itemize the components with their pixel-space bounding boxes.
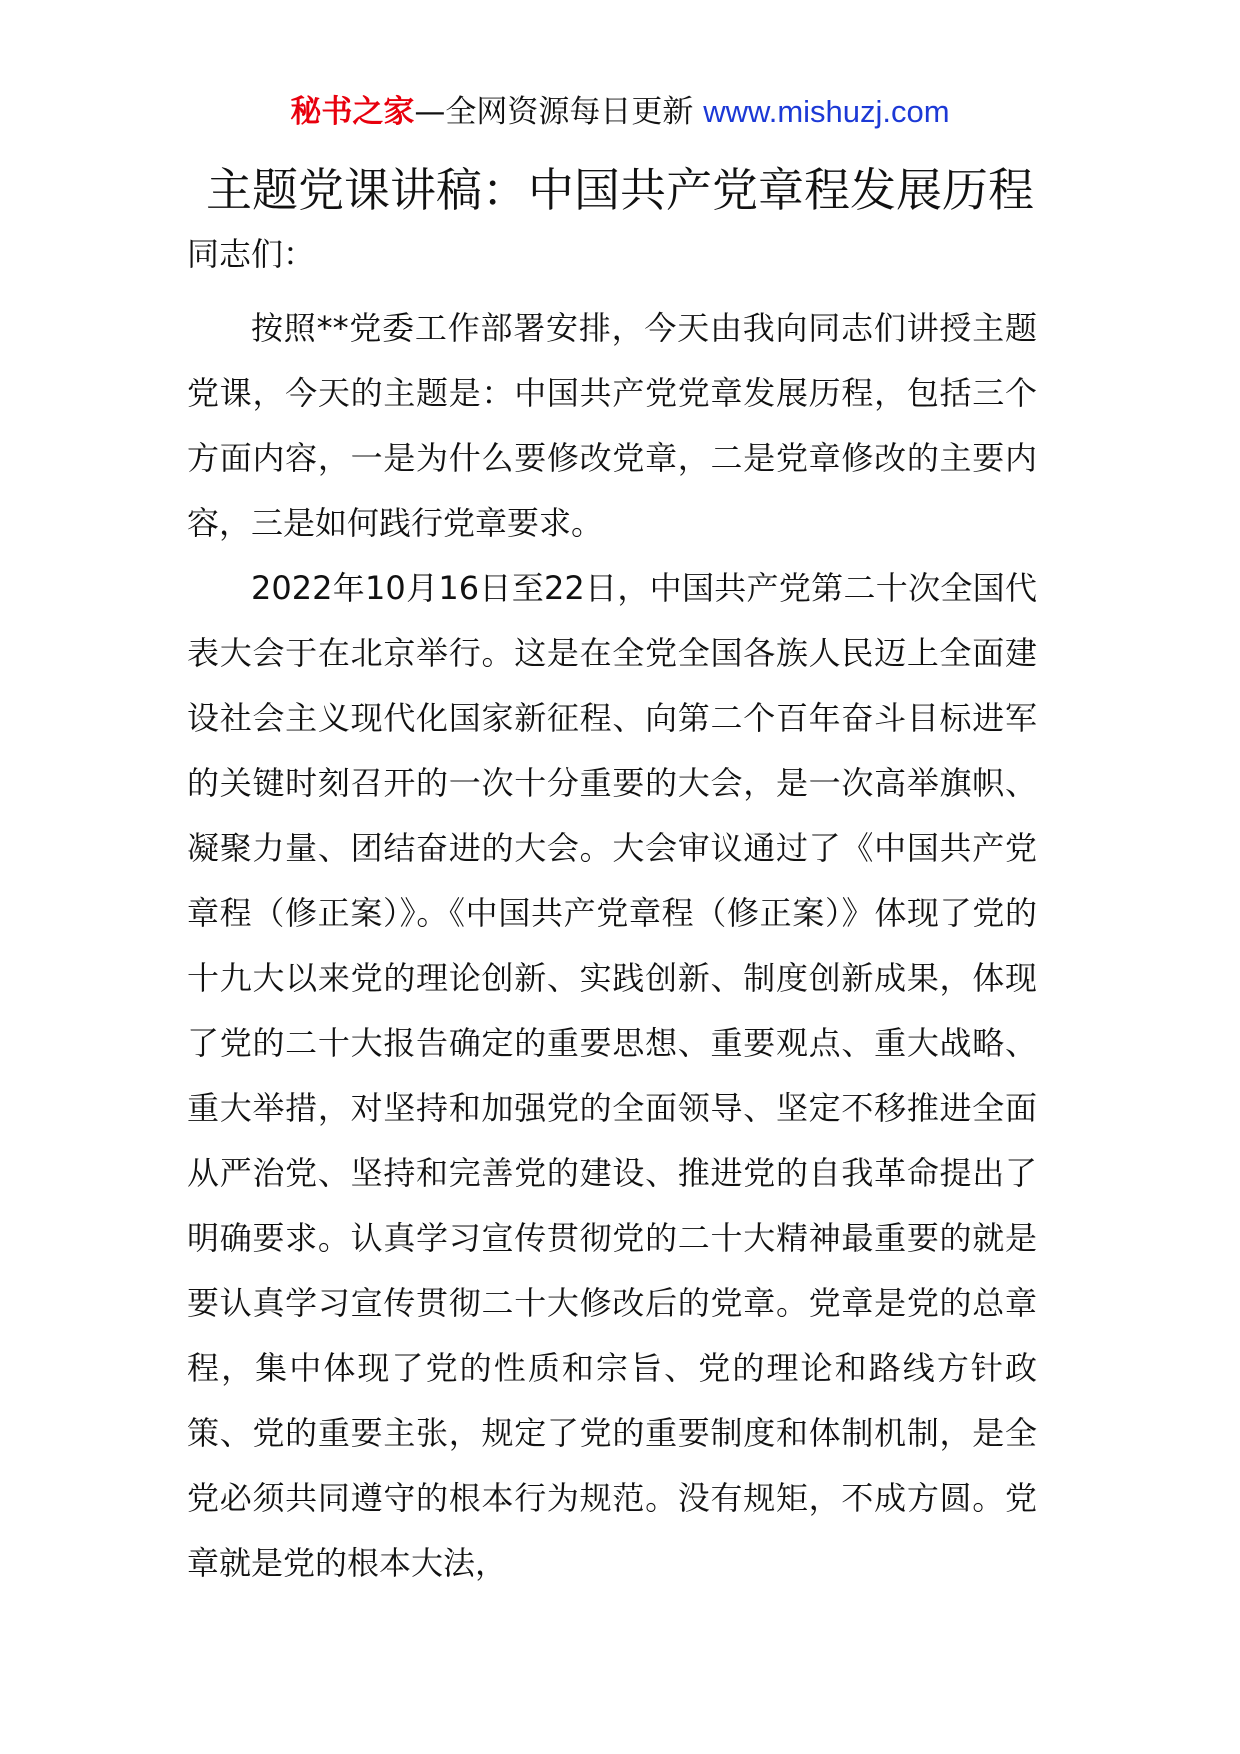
site-url[interactable]: www.mishuzj.com bbox=[703, 94, 950, 129]
salutation: 同志们： bbox=[187, 235, 316, 273]
paragraph-intro: 按照**党委工作部署安排，今天由我向同志们讲授主题党课，今天的主题是：中国共产党党章发展历程，包括三个方面内容，一是为什么要修改党章，二是党章修改的主要内容，三是如何践行党章要求。 bbox=[187, 309, 1037, 542]
document-title: 主题党课讲稿：中国共产党章程发展历程 bbox=[206, 163, 1034, 217]
document-body bbox=[187, 296, 1037, 1596]
site-slogan: —全网资源每日更新 bbox=[414, 94, 704, 130]
paragraph-congress: 2022年10月16日至22日，中国共产党第二十次全国代表大会于在北京举行。这是在全党全国各族人民迈上全面建设社会主义现代化国家新征程、向第二个百年奋斗目标进军的关键时刻召开的一次十分重要的大会，是一次高举旗帜、凝聚力量、团结奋进的大会。大会审议通过了《中国共产党章程（修正案）》。《中国共产党章程（修正案）》体现了党的十九大以来党的理论创新、实践创新、制度创新成果，体现了党的二十大报告确定的重要思想、重要观点、重大战略、重大举措，对坚持和加强党的全面领导、坚定不移推进全面从严治党、坚持和完善党的建设、推进党的自我革命提出了明确要求。认真学习宣传贯彻党的二十大精神最重要的就是要认真学习宣传贯彻二十大修改后的党章。党章是党的总章程，集中体现了党的性质和宗旨、党的理论和路线方针政策、党的重要主张，规定了党的重要制度和体制机制，是全党必须共同遵守的根本行为规范。没有规矩，不成方圆。党章就是党的根本大法， bbox=[187, 569, 1037, 1582]
site-brand: 秘书之家 bbox=[290, 94, 415, 130]
site-header bbox=[0, 92, 1240, 132]
